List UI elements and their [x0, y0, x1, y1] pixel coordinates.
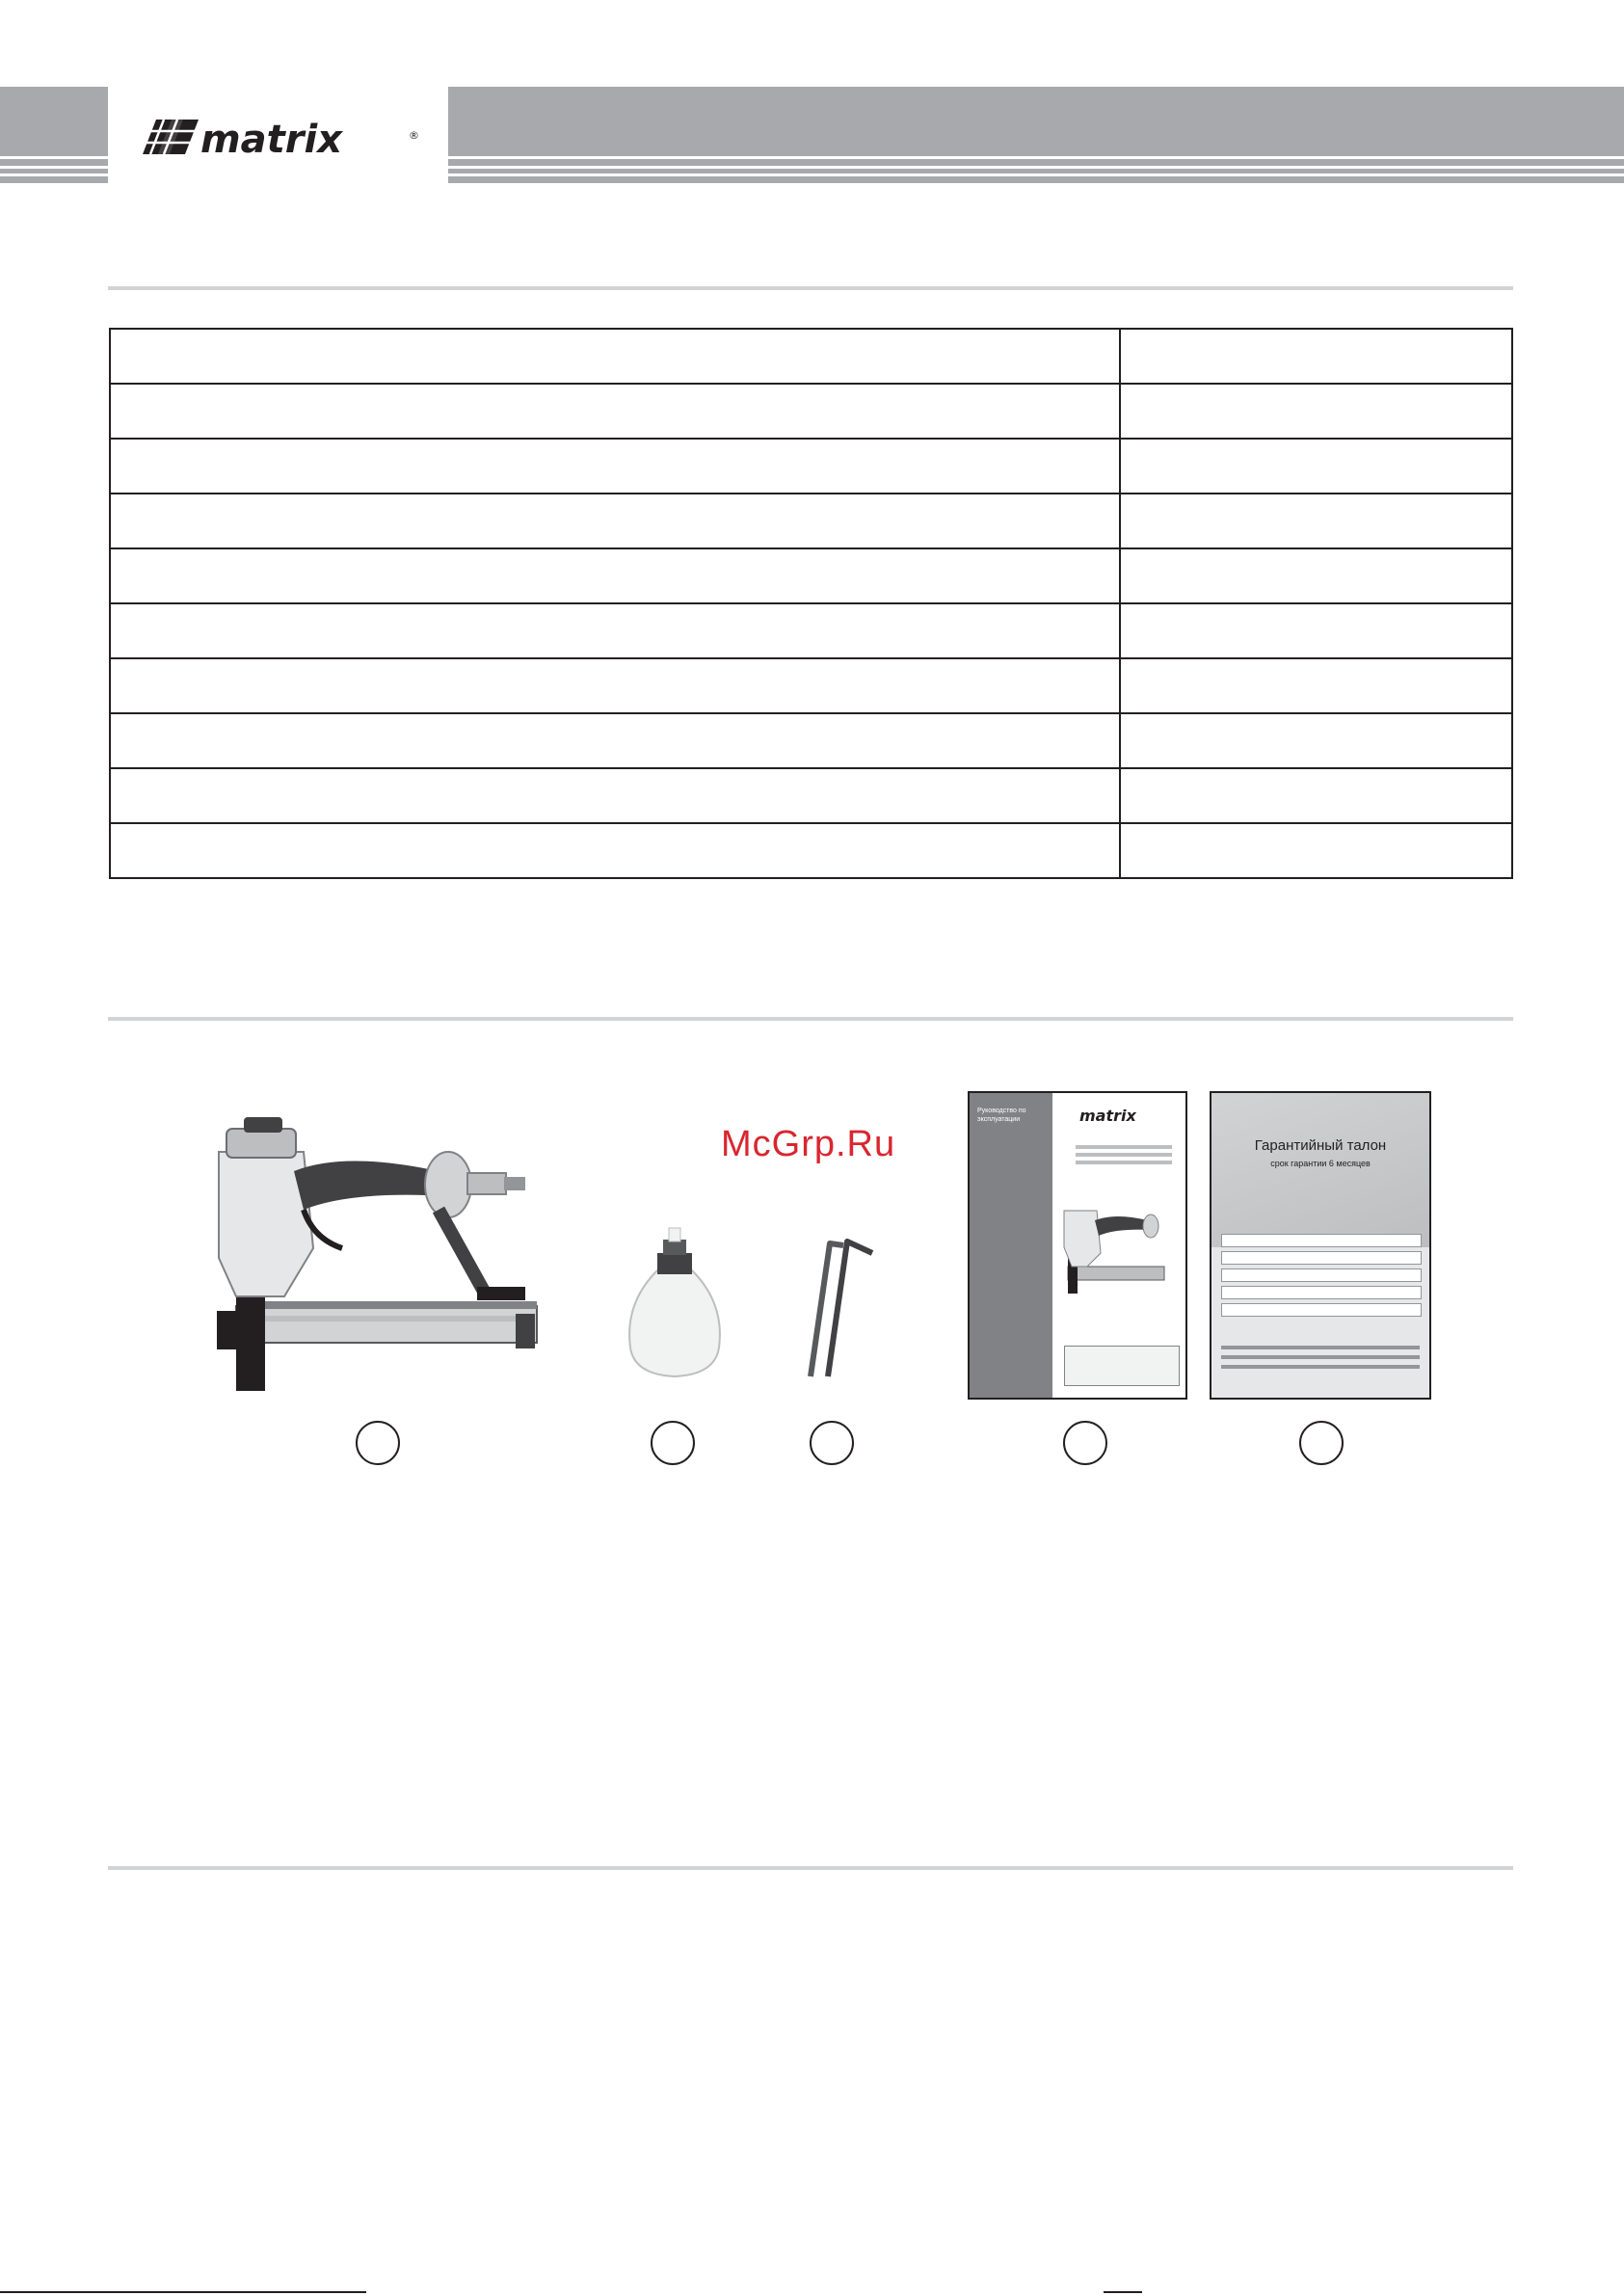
manual-warning-box: [1064, 1346, 1180, 1386]
spec-cell-c1: [110, 658, 1120, 713]
matrix-logo-icon: [143, 112, 432, 160]
item-number-circle: [810, 1421, 854, 1465]
spec-table: [109, 328, 1513, 879]
spec-cell-c2: [1120, 384, 1512, 439]
band-stripe: [0, 156, 108, 159]
item-number-circle: [1299, 1421, 1344, 1465]
spec-cell-c2: [1120, 768, 1512, 823]
spec-cell-c1: [110, 823, 1120, 878]
band-stripe: [448, 156, 1624, 159]
spec-row: [110, 603, 1512, 658]
header-band-left: [0, 87, 108, 183]
spec-row: [110, 768, 1512, 823]
item-number-circle: [1063, 1421, 1107, 1465]
band-stripe: [0, 174, 108, 176]
pneumatic-nailer-image: [198, 1113, 545, 1398]
footer-line: [1104, 2291, 1142, 2293]
spec-cell-c2: [1120, 329, 1512, 384]
spec-row: [110, 494, 1512, 548]
user-manual-image: [968, 1091, 1187, 1400]
spec-cell-c2: [1120, 603, 1512, 658]
manual-title: Руководство по эксплуатации: [977, 1108, 1026, 1123]
oil-bottle-image: [625, 1226, 725, 1383]
spec-row: [110, 658, 1512, 713]
item-number-circle: [651, 1421, 695, 1465]
logo-wordmark: matrix: [200, 118, 343, 160]
item-number-circle: [356, 1421, 400, 1465]
manual-brand: matrix: [1079, 1107, 1136, 1125]
watermark: McGrp.Ru: [721, 1124, 896, 1164]
spec-row: [110, 713, 1512, 768]
section-rule: [108, 286, 1513, 290]
section-rule: [108, 1017, 1513, 1021]
spec-cell-c2: [1120, 713, 1512, 768]
manual-spine: [970, 1093, 1052, 1398]
footer-line: [0, 2291, 366, 2293]
spec-row: [110, 548, 1512, 603]
manual-nailer-icon: [1058, 1199, 1174, 1295]
warranty-title: Гарантийный талон: [1254, 1137, 1387, 1154]
spec-cell-c2: [1120, 439, 1512, 494]
spec-cell-c1: [110, 548, 1120, 603]
registered-mark: ®: [409, 129, 419, 142]
spec-cell-c2: [1120, 548, 1512, 603]
spec-cell-c1: [110, 439, 1120, 494]
spec-cell-c2: [1120, 823, 1512, 878]
spec-cell-c1: [110, 494, 1120, 548]
hex-keys-image: [805, 1224, 882, 1383]
spec-cell-c1: [110, 603, 1120, 658]
spec-cell-c1: [110, 384, 1120, 439]
band-stripe: [0, 166, 108, 169]
spec-row: [110, 439, 1512, 494]
spec-cell-c1: [110, 329, 1120, 384]
spec-cell-c2: [1120, 494, 1512, 548]
spec-row: [110, 384, 1512, 439]
warranty-card-image: [1210, 1091, 1431, 1400]
section-rule: [108, 1866, 1513, 1870]
warranty-subtitle: срок гарантии 6 месяцев: [1270, 1159, 1371, 1168]
spec-cell-c1: [110, 713, 1120, 768]
spec-cell-c1: [110, 768, 1120, 823]
brand-logo: [114, 87, 443, 183]
band-stripe: [448, 166, 1624, 169]
band-stripe: [448, 174, 1624, 176]
spec-row: [110, 823, 1512, 878]
spec-cell-c2: [1120, 658, 1512, 713]
header-band-right: [448, 87, 1624, 183]
spec-row: [110, 329, 1512, 384]
